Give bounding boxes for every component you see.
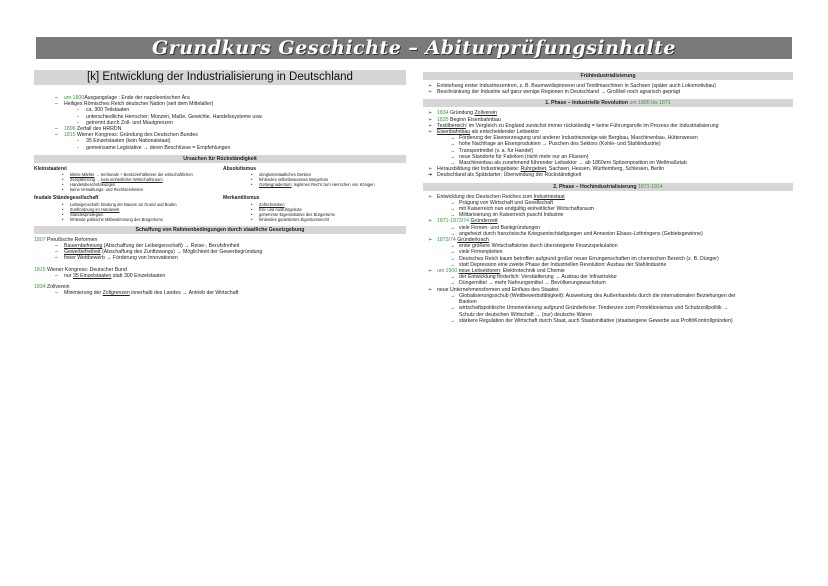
item-text: (Abschaffung der Leibeigenschaft) → Reise-, Berufsfreiheit — [102, 243, 240, 250]
cause-merkantilismus — [223, 195, 406, 222]
causes-grid-bottom — [34, 195, 406, 222]
item-text: Schutz der deutschen Wirtschaft → (nur) deutsche Waren — [459, 311, 592, 318]
item-text: Deutsches Reich kaum betroffen aufgrund großer neuer Errungenschaften im chemischen Bereich (z. B. Dünger) — [459, 255, 719, 262]
item-text: Zersplitterung → — [70, 177, 102, 183]
item-text: viele Firmen- und Bankgründungen — [459, 224, 541, 231]
bullet-marker: ◦ — [77, 107, 79, 114]
bullet-marker: → — [450, 224, 456, 231]
bullet-marker: ➢ — [428, 83, 433, 89]
item-keyword: Zunftordnung im Handwerk — [70, 206, 120, 212]
item-text: : Ende der napoleonischen Ära — [118, 95, 190, 101]
item-text: Standesprivilegien — [70, 211, 104, 217]
item-text: freier Wettbewerb → Förderung von Innovationen — [64, 255, 178, 262]
phase2-dates: 1871-1914 — [637, 183, 663, 190]
bullet-marker: ➢ — [428, 129, 433, 136]
cause-item — [34, 187, 217, 192]
item-text: Globalisierungsschub (Wettbewerbsfähigkeit): Ausweitung des Außenhandels durch die internationalen Beziehungen der — [459, 292, 736, 299]
bullet-marker: → — [450, 141, 456, 148]
item-text: gehemmte Eigeninitiative des Bürgertums — [259, 211, 335, 217]
item-text: Förderung der Eisenerzeugung und anderer Industriezweige wie Bergbau, Maschinenbau, Hüttenwesen — [459, 135, 698, 142]
item-text: Wiener Kongress: Deutscher Bund — [45, 266, 127, 273]
item-keyword: neue Leitsektoren — [458, 268, 500, 275]
bullet-marker: – — [55, 101, 58, 108]
item-text: neue Standorte für Fabriken (nicht mehr nur an Flüssen) — [459, 153, 589, 160]
item-text: Leibeigenschaft: Bindung der Bauern an Grund und Boden — [70, 201, 177, 207]
left-column — [34, 70, 406, 296]
item-text: viele Firmenpleiten — [459, 249, 503, 256]
date-label: um 1800 — [64, 95, 85, 101]
cause-kleinstaaterei — [34, 166, 217, 193]
item-text: → territoriale + Besitzverhältnisse der wirtschaftlichen — [94, 172, 193, 178]
date-label: 1871-1873/74 — [437, 218, 470, 225]
list-item — [34, 145, 406, 151]
bullet-marker: → — [450, 261, 456, 268]
page-banner: Grundkurs Geschichte – Abiturprüfungsinhalte — [36, 37, 792, 59]
item-text: Deutschland als Spätstarter; Überwindung der Rückständigkeit — [437, 172, 582, 179]
bullet-marker: – — [55, 95, 58, 101]
item-keyword: Gründerzeit — [470, 218, 498, 225]
item-text: fehlende politische Mitbestimmung des Bürgertums — [70, 216, 163, 222]
bullet-marker: – — [55, 272, 58, 279]
item-text: Beschränkung der Industrie auf ganz wenige Regionen in Deutschland → Großteil noch agrarisch geprägt — [437, 89, 681, 96]
bullet-marker: → — [450, 243, 456, 250]
list-item — [423, 89, 793, 95]
item-keyword: Textilbereich — [437, 122, 466, 129]
date-label: um 1900 — [437, 268, 458, 275]
cause-item — [34, 217, 217, 222]
bullet-marker: → — [450, 255, 456, 262]
item-text: Militarisierung im Kaiserreich puscht Industrie — [459, 212, 564, 219]
item-text: Zerfall des HRRDN — [75, 126, 122, 133]
item-text: statt 300 Einzelstaaten — [111, 272, 166, 279]
bullet-marker: • — [251, 177, 253, 183]
list-item — [34, 273, 406, 279]
bullet-marker: ◦ — [77, 119, 79, 126]
bullet-marker: • — [251, 201, 253, 207]
bullet-marker: → — [450, 147, 456, 154]
item-text: getrennt durch Zoll- und Mautgrenzen — [86, 119, 173, 126]
bullet-marker: – — [55, 290, 58, 297]
list-item — [34, 255, 406, 261]
bullet-marker: → — [450, 305, 456, 312]
item-text: Maschinenbau als zunehmend führender Leitsektor → ab 1860ern Spitzenposition im Weltmaßstab — [459, 160, 687, 167]
causes-grid-top — [34, 166, 406, 193]
bullet-marker: → — [450, 206, 456, 213]
bullet-marker: • — [251, 206, 253, 212]
item-text: keine Verwaltungs- und Rechtseinheiten — [70, 187, 144, 193]
block-vienna-congress — [34, 267, 406, 279]
intro-list — [34, 95, 406, 151]
item-text: Banken — [459, 299, 477, 306]
cause-heading: Kleinstaaterei — [34, 165, 67, 172]
bullet-marker: – — [55, 243, 58, 250]
date-label: 1807 — [34, 236, 46, 243]
bullet-marker: ➢ — [428, 110, 433, 117]
date-label: 1873/74 — [437, 237, 456, 244]
item-keyword: Industriestaat — [533, 193, 565, 200]
item-text: fehlendes selbstbewusstes Bürgertum — [259, 177, 329, 183]
bullet-marker: • — [62, 172, 64, 178]
bullet-marker: ➢ — [428, 166, 433, 173]
bullet-marker: → — [450, 249, 456, 256]
item-text: als entscheidender Leitsektor — [470, 129, 540, 136]
bullet-marker: • — [251, 211, 253, 217]
item-keyword: Gottesgnadentum — [259, 182, 292, 188]
item-text: (Abschaffung des Zunftzwangs) → Möglichkeit der Gewerbegründung — [100, 249, 263, 256]
bullet-marker: – — [55, 255, 58, 262]
item-keyword: Zollverein — [474, 110, 498, 117]
item-text: Prägung von Wirtschaft und Gesellschaft — [459, 199, 553, 206]
bullet-marker: ➢ — [428, 89, 433, 96]
main-title: [k] Entwicklung der Industrialisierung in Deutschland — [34, 70, 406, 85]
item-text: ca. 300 Teilstaaten — [86, 107, 130, 114]
item-text: Beginn Eisenbahnbau — [448, 116, 501, 123]
item-text: Herausbildung der Industriegebiete: — [437, 166, 521, 173]
cause-heading: Merkantilismus — [223, 195, 260, 202]
section-heading-phase1 — [423, 99, 793, 107]
date-label: 1806 — [64, 126, 76, 133]
bullet-marker: – — [55, 249, 58, 256]
bullet-marker: • — [62, 206, 64, 212]
item-text: fehlendes garantiertes Eigentumsrecht — [259, 216, 330, 222]
item-keyword: Zollgrenzen — [102, 290, 130, 297]
bullet-marker: ➢ — [428, 122, 433, 129]
item-text: 35 Einzelstaaten (kein Nationalstaat) — [86, 138, 171, 145]
item-text: mit Kaiserreich nun endgültig einheitlicher Wirtschaftsraum — [459, 206, 594, 213]
item-keyword: 35 Einzelstaaten — [72, 272, 112, 279]
section-heading-phase2 — [423, 183, 793, 191]
block-zollverein — [34, 284, 406, 296]
fruh-list — [423, 83, 793, 95]
bullet-marker: • — [251, 172, 253, 178]
cause-absolutismus — [223, 166, 406, 193]
item-text: : legitimes Recht zum Herrschen von Königen — [291, 182, 375, 188]
bullet-marker: ◦ — [77, 144, 79, 151]
cause-item — [223, 182, 406, 187]
bullet-marker: → — [450, 292, 456, 299]
bullet-marker: → — [450, 199, 456, 206]
item-text: Handelsbeschränkungen — [70, 182, 116, 188]
date-label: 1815 — [64, 132, 76, 139]
bullet-marker: – — [55, 132, 58, 139]
item-text: hohe Nachfrage an Eisenprodukten → Puschen des Sektors (Kohle- und Stahlindustrie) — [459, 141, 661, 148]
bullet-marker: → — [450, 230, 456, 237]
item-text: Preußische Reformen — [45, 236, 98, 243]
cause-feudal — [34, 195, 217, 222]
item-keyword: kein einheitlicher Wirtschaftsraum — [101, 177, 163, 183]
phase1-dates: um 1800 bis 1871 — [629, 100, 671, 107]
item-text: Ausgangslage — [84, 95, 119, 101]
bullet-marker: ➢ — [428, 268, 433, 275]
item-text: neue Unternehmensformen und Einfluss des Staates — [437, 286, 559, 293]
item-text: Düngemittel → mehr Nahrungsmittel → Bevölkerungswachstum — [459, 280, 606, 287]
section-heading-legislation: Schaffung von Rahmenbedingungen durch staatliche Gesetzgebung — [34, 226, 406, 234]
cause-item — [223, 217, 406, 222]
item-keyword: Gründerkrach — [457, 237, 489, 244]
item-keyword: Gewerbefreiheit — [64, 249, 101, 256]
bullet-marker: • — [62, 177, 64, 183]
item-text: Gründung — [448, 110, 475, 117]
phase1-label: 1. Phase – Industrielle Revolution — [545, 100, 630, 107]
item-text: der Entwicklung förderlich: Verstädterung → Ausbau der Infrastruktur — [459, 274, 618, 281]
bullet-marker: ◦ — [77, 113, 79, 120]
bullet-marker: • — [62, 216, 64, 222]
item-text: Minimierung der — [64, 290, 103, 297]
bullet-marker: ➢ — [428, 237, 433, 244]
item-keyword: Ruhrgebiet — [520, 166, 547, 173]
bullet-marker: → — [450, 160, 456, 167]
bullet-marker: ➢ — [428, 116, 433, 123]
block-prussian-reforms — [34, 237, 406, 262]
bullet-marker: ◦ — [77, 138, 79, 145]
item-text: stärkere Regulation der Wirtschaft durch Staat, auch Staatsinitiative (staatseigene Gewerbe aus Profit/Kontrollgründen) — [459, 317, 733, 324]
bullet-marker: → — [450, 135, 456, 142]
bullet-marker: – — [55, 126, 58, 133]
cause-heading: feudale Ständegesellschaft — [34, 195, 99, 202]
section-heading-causes: Ursachen für Rückständigkeit — [34, 155, 406, 163]
bullet-marker: ➢ — [428, 193, 433, 200]
item-text: obrigkeitsstaatliches Denken — [259, 172, 312, 178]
bullet-marker: → — [450, 280, 456, 287]
item-text: wirtschaftspolitische Umorientierung aufgrund Gründerkrise: Tendenzen zum Protektionismus und Schutzzollpolitik → — [459, 305, 729, 312]
phase1-list — [423, 110, 793, 178]
list-item — [34, 290, 406, 296]
bullet-marker: • — [62, 201, 64, 207]
list-item — [423, 318, 793, 324]
bullet-marker: ➢ — [428, 286, 433, 293]
list-item — [423, 172, 793, 178]
item-keyword: kleine Märkte — [70, 172, 95, 178]
item-text: Zollverein — [45, 284, 70, 291]
date-label: 1834 — [437, 110, 449, 117]
item-text: Transportmittel (v. a. für Handel) — [459, 147, 534, 154]
item-keyword: Eisenbahnbau — [437, 129, 471, 136]
bullet-marker: • — [62, 182, 64, 188]
item-text: Ein- und Ausfuhrgebote — [259, 206, 302, 212]
section-heading-fruh: Frühindustrialisierung — [423, 72, 793, 80]
bullet-marker: • — [251, 216, 253, 222]
item-text: nur — [64, 272, 73, 279]
phase2-label: 2. Phase – Hochindustrialisierung — [553, 183, 638, 190]
date-label: 1815 — [34, 266, 46, 273]
item-text: Heiliges Römisches Reich deutscher Nation (seit dem Mittelalter) — [64, 101, 214, 108]
item-text: innerhalb des Landes → Antrieb der Wirtschaft — [129, 290, 239, 297]
item-keyword: Bauernbefreiung — [64, 243, 103, 250]
item-text: Entstehung erster Industriezentren, z. B. Baumwollspinnerei und Textilmaschinen in Sachsen (später auch Lokomotivbau) — [437, 83, 717, 89]
bullet-marker: ➔ — [428, 172, 433, 179]
item-text: , Sachsen, Hessen, Württemberg, Schlesien, Berlin — [546, 166, 664, 173]
item-text: : Elektrotechnik und Chemie — [499, 268, 565, 275]
date-label: 1834 — [34, 284, 46, 291]
right-column — [423, 70, 793, 324]
item-text: : im Vergleich zu England zunächst immer rückständig = keine Führungsrolle im Prozess der Industrialisierung — [465, 122, 719, 129]
item-text: statt Depression eine zweite Phase der Industriellen Revolution: Ausbau der Stahlindustrie — [459, 261, 667, 268]
bullet-marker: → — [450, 317, 456, 324]
item-text: erste größere Wirtschaftskrise durch übersteigerte Finanzspekulation — [459, 243, 618, 250]
item-text: Entwicklung des Deutschen Reiches zum — [437, 193, 534, 200]
bullet-marker: • — [251, 182, 253, 188]
bullet-marker: • — [62, 211, 64, 217]
cause-heading: Absolutismus — [223, 165, 257, 172]
item-keyword: Zollschranken — [259, 201, 285, 207]
item-text: angeheizt durch französische Kriegsentschädigungen und Annexion Elsass-Lothringens (Gebietsgewinne) — [459, 230, 703, 237]
bullet-marker: → — [450, 153, 456, 160]
bullet-marker: • — [62, 187, 64, 193]
phase2-list — [423, 194, 793, 324]
item-text: Wiener Kongress: Gründung des Deutschen Bundes — [75, 132, 198, 139]
bullet-marker: ➢ — [428, 218, 433, 225]
item-text: gemeinsame Legislative → deren Beschlüsse = Empfehlungen — [86, 144, 231, 151]
date-label: 1835 — [437, 116, 449, 123]
item-text: unterschiedliche Herrscher; Münzen, Maße, Gewichte, Handelssysteme usw. — [86, 113, 263, 120]
bullet-marker: → — [450, 212, 456, 219]
bullet-marker: → — [450, 274, 456, 281]
